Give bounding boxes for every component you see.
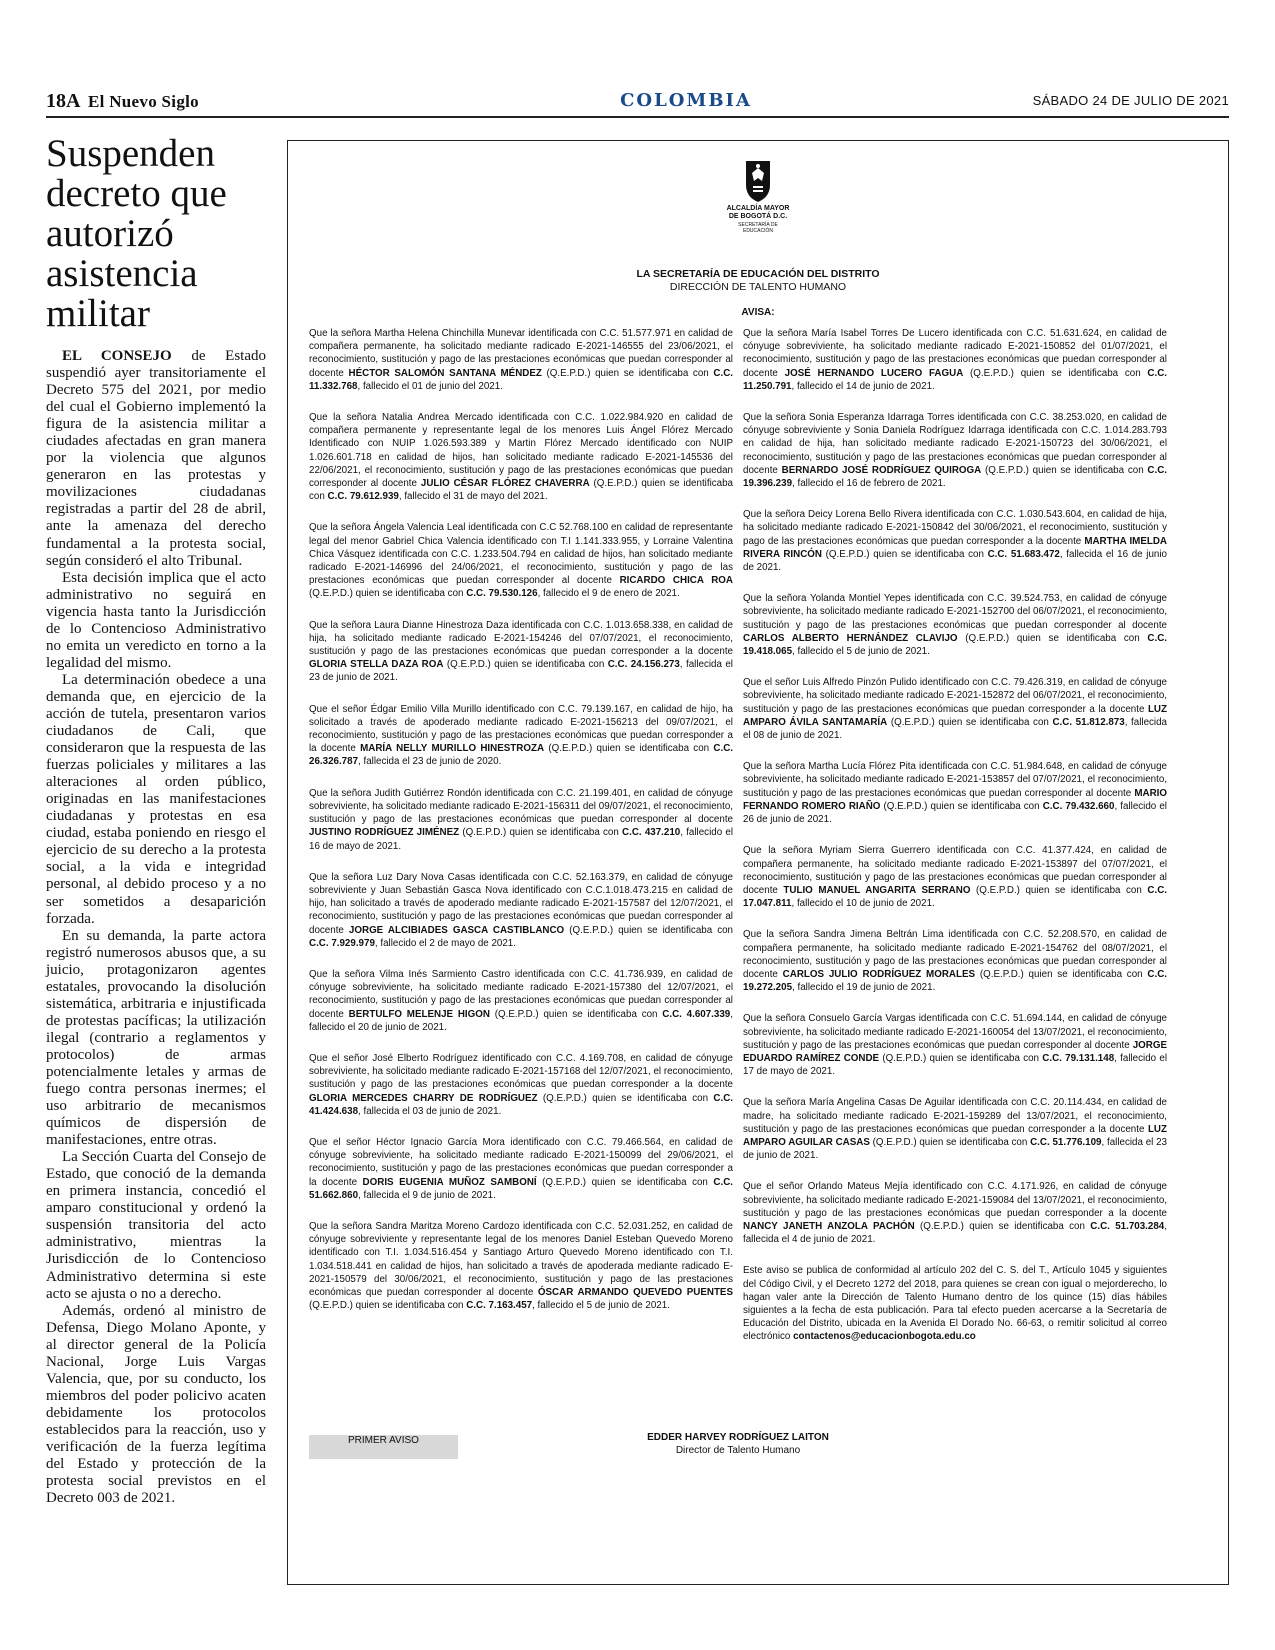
- article-paragraph: La determinación obedece a una demanda que, en ejercicio de la acción de tutela, presentaron varios ciudadanos de Cali, que consideraron que la respuesta de las fuerzas policiales y militares a las alteraciones al orden público, originadas en las manifestaciones ciudadanas y protestas en esa ciudad, estaba poniendo en riesgo el ejercicio de su derecho a la protesta social, a la vida e integridad personal, al debido proceso y a no ser sometidos a desaparición forzada.: [46, 671, 266, 927]
- notice-entry: [309, 327, 733, 393]
- notice-entry: [309, 1220, 733, 1312]
- org-department: DIRECCIÓN DE TALENTO HUMANO: [669, 281, 847, 293]
- entry-text: (Q.E.P.D.) quien se identificaba con: [309, 478, 733, 503]
- teacher-id: C.C. 51.683.472: [987, 548, 1060, 560]
- page-header: [46, 88, 1229, 118]
- notice-entry: [743, 1012, 1167, 1078]
- notice-entry: [743, 1096, 1167, 1162]
- entry-text: (Q.E.P.D.) quien se identificaba con: [459, 827, 623, 839]
- teacher-id: C.C. 11.250.791: [743, 367, 1167, 392]
- teacher-name: BERNARDO JOSÉ RODRÍGUEZ QUIROGA: [781, 464, 982, 476]
- teacher-id: C.C. 24.156.273: [607, 659, 680, 671]
- entry-text: Que la señora Laura Dianne Hinestroza Daza identificada con C.C. 1.013.658.338, en calidad de hija, ha solicitado mediante radicado E-2021-154246 del 07/07/2021, el reconocimiento, sustitución y pago de las prestaciones económicas que puedan corresponder a la docente: [309, 619, 733, 658]
- entry-text: (Q.E.P.D.) quien se identificaba con: [537, 1092, 714, 1104]
- teacher-name: JULIO CÉSAR FLÓREZ CHAVERRA: [420, 478, 590, 490]
- teacher-name: CARLOS JULIO RODRÍGUEZ MORALES: [782, 968, 976, 980]
- teacher-id: C.C. 41.424.638: [309, 1092, 733, 1117]
- teacher-id: C.C. 79.131.148: [1042, 1052, 1115, 1064]
- teacher-name: JUSTINO RODRÍGUEZ JIMÉNEZ: [309, 827, 460, 839]
- entry-text: , fallecido el 16 de mayo de 2021.: [309, 827, 733, 852]
- notice-entry: [309, 968, 733, 1034]
- lead-word: EL CONSEJO: [62, 348, 172, 364]
- news-article: [46, 134, 266, 1507]
- entry-text: (Q.E.P.D.) quien se identificaba con: [880, 800, 1043, 812]
- entry-text: , fallecida el 08 de junio de 2021.: [743, 716, 1167, 742]
- teacher-name: ÓSCAR ARMANDO QUEVEDO PUENTES: [537, 1286, 734, 1298]
- notice-entry: [743, 676, 1167, 742]
- signature-block: [538, 1431, 938, 1457]
- issuing-organization: [288, 268, 1228, 294]
- teacher-id: C.C. 79.432.660: [1042, 800, 1115, 812]
- entry-text: , fallecido el 9 de enero de 2021.: [537, 588, 680, 600]
- entry-text: (Q.E.P.D.) quien se identificaba con: [821, 548, 988, 560]
- teacher-id: C.C. 11.332.768: [309, 367, 733, 392]
- primer-aviso-badge: PRIMER AVISO: [309, 1435, 458, 1459]
- entry-text: Que la señora Myriam Sierra Guerrero identificada con C.C. 41.377.424, en calidad de compañera permanente, ha solicitado mediante radicado E-2021-153897 del 07/07/2021, el reconocimiento, sustitución y pago de las prestaciones económicas que puedan corresponder al docente: [743, 845, 1167, 896]
- notice-heading: AVISA:: [741, 307, 775, 318]
- entry-text: Que la señora Sandra Maritza Moreno Cardozo identificada con C.C. 52.031.252, en calidad de cónyuge sobreviviente y representante legal de los menores Daniel Esteban Quevedo Moreno identificado con T.I. 1.034.516.454 y Santiago Arturo Quevedo Moreno identificado con T.I. 1.034.518.441 en calidad de hijos, han solicitado a través de apoderada mediante radicado E-2021-150579 del 30/06/2021, el reconocimiento, sustitución y pago de las prestaciones económicas que puedan corresponder al docente: [309, 1220, 733, 1298]
- entry-text: , fallecido el 16 de febrero de 2021.: [792, 478, 946, 490]
- teacher-name: GLORIA MERCEDES CHARRY DE RODRÍGUEZ: [309, 1092, 538, 1104]
- article-headline: Suspenden decreto que autorizó asistencia militar: [46, 132, 227, 335]
- teacher-id: C.C. 79.530.126: [466, 588, 538, 600]
- entry-text: Que la señora Ángela Valencia Leal identificada con C.C 52.768.100 en calidad de representante legal del menor Gabriel Chica Valencia identificado con T.I 1.141.333.955, y Lorraine Valentina Chica Vásquez identificada con C.C. 1.233.504.794 en calidad de hijos, han solicitado mediante radicado E-2021-146996 del 24/06/2021, el reconocimiento, sustitución y pago de las prestaciones económicas que puedan corresponder al docente: [309, 522, 733, 587]
- entry-text: (Q.E.P.D.) quien se identificaba con: [541, 367, 714, 379]
- entry-text: , fallecido el 17 de mayo de 2021.: [743, 1052, 1167, 1078]
- entry-text: Que la señora Deicy Lorena Bello Rivera identificada con C.C. 1.030.543.604, en calidad de hija, ha solicitado mediante radicado E-2021-150842 del 30/06/2021, el reconocimiento, sustitución y pago de las prestaciones económicas que puedan corresponder a la docente: [743, 509, 1167, 547]
- entry-text: , fallecida el 16 de junio de 2021.: [743, 548, 1167, 574]
- entry-text: (Q.E.P.D.) quien se identificaba con: [975, 968, 1148, 980]
- entry-text: (Q.E.P.D.) quien se identificaba con: [981, 464, 1148, 476]
- crest-subtitle: SECRETARÍA DE EDUCACIÓN: [738, 222, 778, 234]
- teacher-name: JORGE ALCIBIADES GASCA CASTIBLANCO: [348, 924, 565, 936]
- teacher-name: CARLOS ALBERTO HERNÁNDEZ CLAVIJO: [743, 632, 958, 644]
- entry-text: Que el señor Luis Alfredo Pinzón Pulido identificado con C.C. 79.426.319, en calidad de cónyuge sobreviviente, ha solicitado mediante radicado E-2021-152872 del 06/07/2021, el reconocimiento, sustitución y pago de las prestaciones económicas que puedan corresponder a la docente: [743, 677, 1167, 715]
- teacher-name: TULIO MANUEL ANGARITA SERRANO: [783, 884, 971, 896]
- entry-text: Que la señora Sandra Jimena Beltrán Lima identificada con C.C. 52.208.570, en calidad de compañera permanente, ha solicitado mediante radicado E-2021-154762 del 08/07/2021, el reconocimiento, sustitución y pago de las prestaciones económicas que puedan corresponder al docente: [743, 929, 1167, 980]
- notice-entry: [309, 521, 733, 600]
- entry-text: (Q.E.P.D.) quien se identificaba con: [879, 1052, 1043, 1064]
- entry-text: , fallecido el 26 de junio de 2021.: [743, 800, 1167, 826]
- teacher-id: C.C. 19.396.239: [743, 464, 1168, 490]
- entry-text: , fallecido el 10 de junio de 2021.: [791, 898, 935, 910]
- entry-text: , fallecido el 2 de mayo de 2021.: [374, 937, 516, 949]
- entry-text: (Q.E.P.D.) quien se identificaba con: [309, 1300, 467, 1312]
- teacher-name: JOSÉ HERNANDO LUCERO FAGUA: [784, 367, 964, 379]
- entry-text: (Q.E.P.D.) quien se identificaba con: [914, 1220, 1091, 1232]
- entry-text: Que el señor Orlando Mateus Mejía identificado con C.C. 4.171.926, en calidad de cónyuge sobreviviente, ha solicitado mediante radicado E-2021-159084 del 13/07/2021, el reconocimiento, sustitución y pago de las prestaciones económicas que puedan corresponder a la docente: [743, 1181, 1167, 1219]
- entry-text: (Q.E.P.D.) quien se identificaba con: [963, 367, 1148, 379]
- teacher-name: MARÍA NELLY MURILLO HINESTROZA: [360, 743, 545, 755]
- entry-text: Que la señora Vilma Inés Sarmiento Castro identificada con C.C. 41.736.939, en calidad de cónyuge sobreviviente, ha solicitado mediante radicado E-2021-157380 del 12/07/2021, el reconocimiento, sustitución y pago de las prestaciones económicas que puedan corresponder al docente: [309, 968, 733, 1020]
- notice-entry: [309, 1136, 733, 1202]
- entry-text: , fallecida el 23 de junio de 2021.: [309, 659, 733, 684]
- article-paragraph: Esta decisión implica que el acto administrativo no seguirá en vigencia hasta tanto la Jurisdicción de lo Contencioso Administrativo no emita un veredicto en torno a la legalidad del mismo.: [46, 569, 266, 671]
- notice-entry: [309, 703, 733, 769]
- teacher-name: JORGE EDUARDO RAMÍREZ CONDE: [743, 1039, 1167, 1064]
- teacher-name: NANCY JANETH ANZOLA PACHÓN: [743, 1220, 915, 1232]
- teacher-name: HÉCTOR SALOMÓN SANTANA MÉNDEZ: [348, 367, 542, 379]
- entry-text: Que la señora Yolanda Montiel Yepes identificada con C.C. 39.524.753, en calidad de cónyuge sobreviviente, ha solicitado mediante radicado E-2021-152700 del 06/07/2021, el reconocimiento, sustitución y pago de las prestaciones económicas que puedan corresponder al docente: [743, 593, 1167, 631]
- teacher-name: LUZ AMPARO AGUILAR CASAS: [743, 1123, 1167, 1148]
- entry-text: , fallecida el 4 de junio de 2021.: [743, 1220, 1167, 1246]
- entry-text: , fallecida el 9 de junio de 2021.: [358, 1189, 496, 1201]
- entry-text: (Q.E.P.D.) quien se identificaba con: [957, 632, 1148, 644]
- teacher-name: MARIO FERNANDO ROMERO RIAÑO: [743, 787, 1167, 812]
- entry-text: Que el señor José Elberto Rodríguez identificado con C.C. 4.169.708, en calidad de cónyuge sobreviviente, ha solicitado mediante radicado E-2021-157168 del 12/07/2021, el reconocimiento, sustitución y pago de las prestaciones económicas que puedan corresponder a la docente: [309, 1052, 733, 1091]
- notice-entry: [743, 592, 1167, 658]
- teacher-id: C.C. 51.812.873: [1052, 716, 1125, 728]
- entry-text: , fallecido el 5 de junio de 2021.: [532, 1300, 670, 1312]
- entry-text: , fallecido el 5 de junio de 2021.: [792, 646, 930, 658]
- entry-text: (Q.E.P.D.) quien se identificaba con: [536, 1176, 714, 1188]
- teacher-name: MARTHA IMELDA RIVERA RINCÓN: [743, 535, 1167, 560]
- entry-text: , fallecido el 14 de junio de 2021.: [791, 380, 935, 392]
- teacher-id: C.C. 4.607.339: [662, 1008, 731, 1020]
- signer-title: Director de Talento Humano: [675, 1445, 801, 1456]
- entry-text: Que la señora Luz Dary Nova Casas identificada con C.C. 52.163.379, en calidad de cónyuge sobreviviente y Juan Sebastián Gasca Nova identificado con C.C.1.018.473.215 en calidad de hijo, han solicitado a través de apoderado mediante radicado E-2021-157587 del 12/07/2021, el reconocimiento, sustitución y pago de las prestaciones económicas que puedan corresponder al docente: [309, 871, 733, 936]
- entry-text: Que la señora María Angelina Casas De Aguilar identificada con C.C. 20.114.434, en calidad de madre, ha solicitado mediante radicado E-2021-159289 del 13/07/2021, el reconocimiento, sustitución y pago de las prestaciones económicas que puedan corresponder a la docente: [743, 1097, 1167, 1135]
- teacher-name: DORIS EUGENIA MUÑOZ SAMBONÍ: [362, 1176, 537, 1188]
- coat-of-arms-icon: [743, 159, 773, 203]
- entry-text: (Q.E.P.D.) quien se identificaba con: [309, 588, 467, 600]
- notice-entry: [743, 1180, 1167, 1246]
- entry-text: Que el señor Héctor Ignacio García Mora identificado con C.C. 79.466.564, en calidad de cónyuge sobreviviente, ha solicitado mediante radicado E-2021-150099 del 29/06/2021, el reconocimiento, sustitución y pago de las prestaciones económicas que puedan corresponder a la docente: [309, 1136, 733, 1188]
- notice-entry: [309, 1052, 733, 1118]
- article-body: [46, 348, 266, 1507]
- entry-text: Que la señora Martha Helena Chinchilla Munevar identificada con C.C. 51.577.971 en calidad de compañera permanente, ha solicitado mediante radicado E-2021-146555 del 23/06/2021, el reconocimiento, sustitución y pago de las prestaciones económicas que puedan corresponder al docente: [309, 328, 733, 379]
- contact-email: contactenos@educacionbogota.edu.co: [793, 1331, 976, 1343]
- article-paragraph: En su demanda, la parte actora registró numerosos abusos que, a su juicio, protagonizaron agentes estatales, provocando la disolución sistemática, arbitraria e injustificada de protestas pacíficas; la utilización ilegal (contrario a reglamentos y protocolos) de armas potencialmente letales y armas de fuego contra personas inermes; el uso arbitrario de mecanismos químicos de dispersión de manifestaciones, entre otras.: [46, 927, 266, 1149]
- entry-text: (Q.E.P.D.) quien se identificaba con: [869, 1136, 1031, 1148]
- newspaper-brand: El Nuevo Siglo: [88, 92, 199, 111]
- notice-entry: [743, 411, 1167, 490]
- teacher-id: C.C. 26.326.787: [309, 743, 734, 768]
- teacher-id: C.C. 19.272.205: [743, 968, 1168, 994]
- teacher-id: C.C. 51.703.284: [1090, 1220, 1165, 1232]
- crest-title: ALCALDÍA MAYOR DE BOGOTÁ D.C.: [726, 205, 790, 220]
- notice-entry: [309, 411, 733, 503]
- entry-text: Que la señora Sonia Esperanza Idarraga Torres identificada con C.C. 38.253.020, en calidad de cónyuge sobreviviente y Sonia Daniela Rodríguez Idarraga identificada con C.C. 1.014.283.793 en calidad de hija, han solicitado mediante radicado E-2021-150723 del 30/06/2021, el reconocimiento, sustitución y pago de las prestaciones económicas que puedan corresponder al docente: [743, 412, 1167, 476]
- entry-text: (Q.E.P.D.) quien se identificaba con: [887, 716, 1053, 728]
- bogota-crest: [723, 159, 793, 234]
- entry-text: (Q.E.P.D.) quien se identificaba con: [564, 924, 734, 936]
- entry-text: (Q.E.P.D.) quien se identificaba con: [970, 884, 1148, 896]
- notice-entry: [743, 928, 1167, 994]
- entry-text: Que el señor Édgar Emilio Villa Murillo identificado con C.C. 79.139.167, en calidad de hijo, ha solicitado a través de apoderado mediante radicado E-2021-156213 del 09/07/2021, el reconocimiento, sustitución y pago de las prestaciones económicas que puedan corresponder a la docente: [309, 703, 733, 755]
- teacher-id: C.C. 19.418.065: [743, 632, 1168, 658]
- legal-notice: [287, 140, 1229, 1585]
- entry-text: , fallecido el 01 de junio del 2021.: [357, 380, 503, 392]
- article-paragraph: La Sección Cuarta del Consejo de Estado, que conoció de la demanda en primera instancia, concedió el amparo constitucional y ordenó la suspensión transitoria del acto administrativo, mientras la Jurisdicción de lo Contencioso Administrativo determina si este acto se ajusta o no a derecho.: [46, 1149, 266, 1302]
- notice-entry: [743, 760, 1167, 826]
- entry-text: , fallecido el 20 de junio de 2021.: [309, 1008, 733, 1033]
- closing-paragraph: Este aviso se publica de conformidad al artículo 202 del C. S. del T., Artículo 1045 y siguientes del Código Civil, y el Decreto 1272 del 2018, para quienes se crean con igual o mejorderecho, lo hagan valer ante la Dirección de Talento Humano dentro de los quince (15) días hábiles siguientes a la fecha de esta publicación. Para tal efecto pueden acercarse a la Secretaría de Educación del Distrito, ubicada en la Avenida El Dorado No. 66-63, o remitir solicitud al correo electrónico contactenos@educacionbogota.edu.co: [743, 1265, 1167, 1343]
- teacher-id: C.C. 7.929.979: [309, 937, 375, 949]
- entry-text: (Q.E.P.D.) quien se identificaba con: [489, 1008, 663, 1020]
- teacher-id: C.C. 17.047.811: [743, 884, 1167, 910]
- entry-text: Que la señora Natalia Andrea Mercado identificada con C.C. 1.022.984.920 en calidad de compañera permanente y representante legal de los menores Luis Ángel Flórez Mercado Identificado con NUIP 1.026.593.389 y Martin Flórez Mercado identificado con NUIP 1.026.601.718 en calidad de hijos, han solicitado mediante radicado E-2021-145536 del 22/06/2021, el reconocimiento, sustitución y pago de las prestaciones económicas que puedan corresponder al docente: [309, 412, 733, 490]
- teacher-id: C.C. 51.776.109: [1030, 1136, 1102, 1148]
- page-number: 18A: [46, 90, 81, 112]
- entry-text: Que la señora Martha Lucía Flórez Pita identificada con C.C. 51.984.648, en calidad de cónyuge sobreviviente, ha solicitado mediante radicado E-2021-153857 del 07/07/2021, el reconocimiento, sustitución y pago de las prestaciones económicas que puedan corresponder al docente: [743, 761, 1167, 799]
- teacher-name: RICARDO CHICA ROA: [619, 575, 733, 587]
- article-paragraph: Además, ordenó al ministro de Defensa, Diego Molano Aponte, y al director general de la Policía Nacional, Jorge Luis Vargas Valencia, que, por su conducto, los miembros del poder policivo acaten debidamente los protocolos establecidos para la reacción, uso y verificación de la fuerza legítima del Estado y protección de la protesta social previstos en el Decreto 003 de 2021.: [46, 1302, 266, 1507]
- entry-text: , fallecido el 31 de mayo del 2021.: [398, 491, 548, 503]
- entry-text: , fallecido el 19 de junio de 2021.: [792, 982, 936, 994]
- issue-date: SÁBADO 24 DE JULIO DE 2021: [1032, 93, 1229, 108]
- teacher-id: C.C. 7.163.457: [466, 1300, 533, 1312]
- section-title: COLOMBIA: [620, 90, 752, 111]
- notice-entry: [309, 619, 733, 685]
- notice-column-right: [743, 327, 1167, 1362]
- entry-text: Que la señora Judith Gutiérrez Rondón identificada con C.C. 21.199.401, en calidad de cónyuge sobreviviente, ha solicitado mediante radicado E-2021-156311 del 09/07/2021, el reconocimiento, sustitución y pago de las prestaciones económicas que puedan corresponder al docente: [309, 787, 733, 826]
- entry-text: (Q.E.P.D.) quien se identificaba con: [443, 659, 608, 671]
- entry-text: , fallecida el 23 de junio de 2020.: [358, 756, 502, 768]
- notice-entry: [743, 327, 1167, 393]
- article-paragraph: EL CONSEJO de Estado suspendió ayer transitoriamente el Decreto 575 del 2021, por medio del cual el Gobierno implementó la figura de la asistencia militar a ciudades afectadas en gran manera por la violencia que algunos generaron en las protestas y movilizaciones ciudadanas registradas a partir del 28 de abril, ante la amenaza del derecho fundamental a la protesta social, según consideró el alto Tribunal.: [46, 348, 267, 569]
- entry-text: (Q.E.P.D.) quien se identificaba con: [544, 743, 714, 755]
- entry-text: Que la señora Consuelo García Vargas identificada con C.C. 51.694.144, en calidad de cónyuge sobreviviente, ha solicitado mediante radicado E-2021-160054 del 13/07/2021, el reconocimiento, sustitución y pago de las prestaciones económicas que puedan corresponder al docente: [743, 1013, 1167, 1051]
- teacher-name: GLORIA STELLA DAZA ROA: [309, 659, 444, 671]
- entry-text: Que la señora María Isabel Torres De Lucero identificada con C.C. 51.631.624, en calidad de cónyuge sobreviviente, ha solicitado mediante radicado E-2021-150852 del 01/07/2021, el reconocimiento, sustitución y pago de las prestaciones económicas que puedan corresponder al docente: [743, 328, 1167, 379]
- teacher-id: C.C. 51.662.860: [309, 1176, 733, 1201]
- teacher-name: LUZ AMPARO ÁVILA SANTAMARÍA: [743, 703, 1167, 728]
- teacher-id: C.C. 437.210: [622, 827, 681, 839]
- notice-entry: [743, 508, 1167, 574]
- notice-entry: [743, 844, 1167, 910]
- notice-column-left: [309, 327, 733, 1330]
- notice-entry: [309, 787, 733, 853]
- org-name: LA SECRETARÍA DE EDUCACIÓN DEL DISTRITO: [636, 268, 880, 280]
- teacher-name: BERTULFO MELENJE HIGON: [348, 1008, 490, 1020]
- notice-entry: [309, 871, 733, 950]
- teacher-id: C.C. 79.612.939: [327, 491, 399, 503]
- entry-text: , fallecida el 03 de junio de 2021.: [358, 1105, 502, 1117]
- entry-text: , fallecida el 23 de junio de 2021.: [743, 1136, 1167, 1162]
- signer-name: EDDER HARVEY RODRÍGUEZ LAITON: [647, 1432, 829, 1443]
